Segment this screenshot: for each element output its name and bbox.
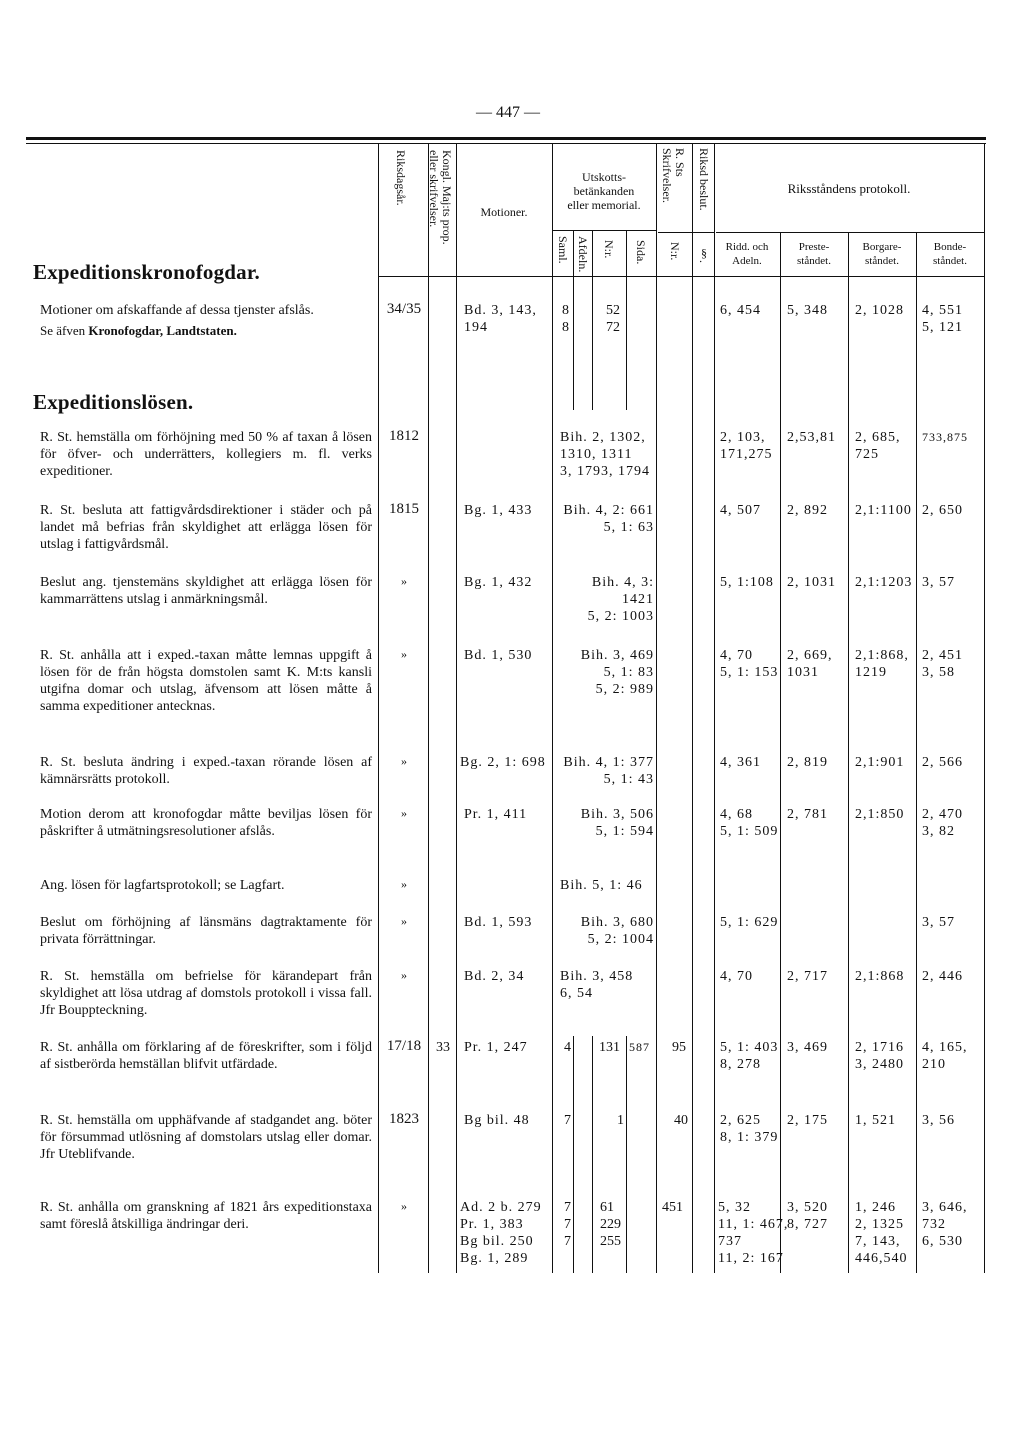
- entry-borgare: 2, 1028: [855, 303, 904, 318]
- entry-description: R. St. besluta att fattigvårdsdirektioner i städer och på landet må befrias från skyldighet att erlägga lösen för utslag i fattigvårdsmål.: [40, 503, 372, 552]
- col-rule: [378, 143, 379, 1273]
- entry-utskott: Bih. 3, 506 5, 1: 594: [580, 807, 654, 839]
- entry-year: 1815: [389, 501, 419, 517]
- entry-ridd: 4, 361: [720, 755, 761, 770]
- entry-preste: 2, 175: [787, 1113, 828, 1128]
- col-rule: [692, 143, 693, 1273]
- top-rule: [26, 137, 986, 140]
- entry-year: 17/18: [386, 1038, 422, 1054]
- entry-year: »: [401, 806, 407, 820]
- col-rule: [984, 143, 985, 1273]
- entry-utskott: Bih. 2, 1302, 1310, 1311 3, 1793, 1794: [560, 430, 650, 479]
- header-borgare: Borgare- ståndet.: [862, 241, 902, 267]
- entry-description: Beslut om förhöjning af länsmäns dagtraktamente för privata förrättningar.: [40, 915, 372, 947]
- col-rule: [428, 143, 429, 1273]
- entry-motion: Pr. 1, 247: [464, 1040, 528, 1055]
- col-rule: [916, 232, 917, 1273]
- col-rule: [552, 143, 553, 1273]
- col-rule: [573, 1036, 574, 1273]
- entry-utskott: Bih. 4, 3: 1421 5, 2: 1003: [587, 575, 654, 624]
- entry-description: R. St. hemställa om upphäfvande af stadgandet ang. böter för försummad utlösning af domstolars utslag eller domar. Jfr Uteblifvande.: [40, 1113, 372, 1162]
- col-rule: [592, 230, 593, 410]
- entry-motion: Bg. 1, 433: [464, 503, 533, 518]
- col-rule: [626, 230, 627, 410]
- header-mid-rule-prot: [716, 232, 985, 233]
- entry-borgare: 2,1:1100: [855, 503, 912, 518]
- entry-motion: Bg bil. 48: [464, 1113, 530, 1128]
- entry-preste: 2, 1031: [787, 575, 836, 590]
- header-riksd-beslut: Riksd beslut.: [697, 148, 711, 211]
- entry-bonde: 3, 646, 732 6, 530: [922, 1200, 968, 1249]
- header-riksd-sym: §.: [697, 246, 711, 263]
- entry-year: »: [401, 1199, 407, 1213]
- entry-borgare: 2,1:1203: [855, 575, 913, 590]
- entry-year: »: [401, 647, 407, 661]
- entry-nr: 61 229 255: [600, 1200, 621, 1249]
- header-riksdagsar: Riksdagsår.: [394, 150, 408, 206]
- entry-year: »: [401, 968, 407, 982]
- entry-description: R. St. besluta ändring i exped.-taxan rörande lösen af kämnärsrätts protokoll.: [40, 755, 372, 787]
- entry-utskott: Bih. 5, 1: 46: [560, 878, 643, 893]
- entry-borgare: 2,1:868: [855, 969, 905, 984]
- entry-saml: 7 7 7: [564, 1200, 571, 1249]
- header-protokoll: Riksståndens protokoll.: [787, 181, 911, 196]
- entry-bonde: 2, 650: [922, 503, 963, 518]
- entry-description: Beslut ang. tjenstemäns skyldighet att erlägga lösen för kammarrättens utslag i anmärkningsmål.: [40, 575, 372, 607]
- entry-description: Motioner om afskaffande af dessa tjenster afslås.: [40, 303, 314, 318]
- entry-motion: Bd. 1, 530: [464, 648, 533, 663]
- page-number: — 447 —: [476, 104, 540, 121]
- entry-rsts-nr: 40: [674, 1113, 688, 1128]
- col-rule: [456, 143, 457, 1273]
- col-rule: [592, 1036, 593, 1273]
- entry-preste: 2,53,81: [787, 430, 836, 445]
- header-sida: Sida.: [634, 240, 648, 265]
- entry-motion: Bg. 2, 1: 698: [460, 755, 546, 770]
- entry-rsts-nr: 95: [672, 1040, 686, 1055]
- header-saml: Saml.: [556, 236, 570, 264]
- entry-bonde: 3, 57: [922, 575, 955, 590]
- entry-description: R. St. anhålla om granskning af 1821 års expeditionstaxa samt föreslå åtskilliga ändringar deri.: [40, 1200, 372, 1232]
- entry-preste: 3, 520 8, 727: [787, 1200, 828, 1232]
- section-title: Expeditionskronofogdar.: [33, 260, 260, 284]
- entry-borgare: 2, 1716 3, 2480: [855, 1040, 904, 1072]
- col-rule: [573, 230, 574, 410]
- entry-ridd: 4, 68 5, 1: 509: [720, 807, 779, 839]
- col-rule: [714, 143, 715, 1273]
- entry-bonde: 2, 451 3, 58: [922, 648, 963, 680]
- entry-nr: 131: [599, 1040, 620, 1055]
- entry-preste: 5, 348: [787, 303, 828, 318]
- entry-year: »: [401, 754, 407, 768]
- entry-ridd: 6, 454: [720, 303, 761, 318]
- header-mid-rule-rsts: [658, 232, 714, 233]
- entry-description: R. St. anhålla att i exped.-taxan måtte lemnas uppgift å lösen för de från högsta domstolen samt K. M:ts kansli utgifna domar och utslag, äfvensom att lösen måtte å samma expeditioner antecknas.: [40, 648, 372, 714]
- entry-saml: 4: [564, 1040, 571, 1055]
- entry-ridd: 5, 1: 403 8, 278: [720, 1040, 779, 1072]
- entry-motion: Ad. 2 b. 279 Pr. 1, 383 Bg bil. 250 Bg. 1, 289: [460, 1200, 542, 1266]
- entry-motion: Bd. 3, 143, 194: [464, 303, 537, 335]
- header-rsts: R. Sts Skrifvelser.: [660, 148, 687, 203]
- entry-preste: 2, 717: [787, 969, 828, 984]
- header-kongl-prop: Kongl. Maj:ts prop. eller skrifvelser.: [427, 150, 454, 245]
- entry-bonde: 2, 446: [922, 969, 963, 984]
- entry-ridd: 4, 70: [720, 969, 753, 984]
- entry-utskott: Bih. 4, 2: 661 5, 1: 63: [563, 503, 654, 535]
- entry-year: »: [401, 877, 407, 891]
- entry-preste: 2, 781: [787, 807, 828, 822]
- header-bonde: Bonde- ståndet.: [933, 241, 967, 267]
- header-bottom-rule: [378, 276, 985, 277]
- entry-ridd: 2, 103, 171,275: [720, 430, 773, 462]
- entry-bonde: 3, 56: [922, 1113, 955, 1128]
- entry-ridd: 4, 70 5, 1: 153: [720, 648, 779, 680]
- header-nr: N:r.: [602, 240, 616, 259]
- entry-description: R. St. hemställa om förhöjning med 50 % af taxan å lösen för öfver- och underrätters, kollegiers m. fl. verks expeditioner.: [40, 430, 372, 479]
- entry-motion: Bd. 2, 34: [464, 969, 525, 984]
- entry-year: 1823: [389, 1111, 419, 1127]
- entry-borgare: 2, 685, 725: [855, 430, 901, 462]
- entry-ridd: 2, 625 8, 1: 379: [720, 1113, 779, 1145]
- entry-motion: Bd. 1, 593: [464, 915, 533, 930]
- entry-year: 34/35: [386, 301, 422, 317]
- col-rule: [626, 1036, 627, 1273]
- entry-preste: 2, 892: [787, 503, 828, 518]
- entry-description: R. St. anhålla om förklaring af de föreskrifter, som i följd af sistberörda hemställan blifvit utfärdade.: [40, 1040, 372, 1072]
- entry-ridd: 5, 1: 629: [720, 915, 779, 930]
- entry-ridd: 5, 32 11, 1: 467, 737 11, 2: 167: [718, 1200, 789, 1266]
- entry-preste: 2, 669, 1031: [787, 648, 833, 680]
- entry-utskott: Bih. 3, 680 5, 2: 1004: [580, 915, 654, 947]
- entry-motion: Pr. 1, 411: [464, 807, 528, 822]
- entry-prop: 33: [436, 1040, 450, 1055]
- entry-description: Motion derom att kronofogdar måtte beviljas lösen för påskrifter å utmätningsresolutioner afslås.: [40, 807, 372, 839]
- section-title: Expeditionslösen.: [33, 390, 194, 414]
- col-rule: [780, 232, 781, 1273]
- entry-ridd: 5, 1:108: [720, 575, 774, 590]
- entry-borgare: 1, 521: [855, 1113, 896, 1128]
- entry-description: Ang. lösen för lagfartsprotokoll; se Lagfart.: [40, 878, 285, 893]
- header-utskotts: Utskotts- betänkanden eller memorial.: [567, 170, 641, 212]
- entry-preste: 3, 469: [787, 1040, 828, 1055]
- entry-utskott: Bih. 3, 469 5, 1: 83 5, 2: 989: [580, 648, 654, 697]
- entry-borgare: 2,1:850: [855, 807, 905, 822]
- entry-year: »: [401, 574, 407, 588]
- entry-year: »: [401, 914, 407, 928]
- entry-sida: 587: [629, 1040, 650, 1054]
- header-ridd: Ridd. och Adeln.: [725, 241, 769, 267]
- header-motioner: Motioner.: [480, 205, 528, 219]
- entry-borgare: 2,1:901: [855, 755, 905, 770]
- entry-bonde: 4, 165, 210: [922, 1040, 968, 1072]
- col-rule: [848, 232, 849, 1273]
- header-preste: Preste- ståndet.: [797, 241, 831, 267]
- entry-saml: 8 8: [562, 303, 569, 335]
- entry-utskott: Bih. 3, 458 6, 54: [560, 969, 634, 1001]
- see-also: Se äfven Kronofogdar, Landtstaten.: [40, 323, 237, 338]
- entry-preste: 2, 819: [787, 755, 828, 770]
- entry-nr: 1: [617, 1113, 624, 1128]
- entry-description: R. St. hemställa om befrielse för kärandepart från skyldighet att lösa utdrag af domstols protokoll i vissa fall. Jfr Bouppteckning.: [40, 969, 372, 1018]
- header-afdeln: Afdeln.: [576, 236, 590, 273]
- entry-bonde: 2, 566: [922, 755, 963, 770]
- header-mid-rule-utsk: [552, 230, 656, 231]
- entry-year: 1812: [389, 428, 419, 444]
- entry-saml: 7: [564, 1113, 571, 1128]
- entry-nr: 52 72: [606, 303, 620, 335]
- top-rule-thin: [26, 143, 986, 144]
- entry-motion: Bg. 1, 432: [464, 575, 533, 590]
- entry-bonde: 2, 470 3, 82: [922, 807, 963, 839]
- entry-utskott: Bih. 4, 1: 377 5, 1: 43: [563, 755, 654, 787]
- entry-rsts-nr: 451: [662, 1200, 683, 1215]
- entry-ridd: 4, 507: [720, 503, 761, 518]
- entry-bonde: 733,875: [922, 430, 968, 444]
- entry-bonde: 3, 57: [922, 915, 955, 930]
- entry-borgare: 2,1:868, 1219: [855, 648, 909, 680]
- col-rule: [656, 143, 657, 1273]
- header-rsts-nr: N:r.: [668, 242, 682, 261]
- entry-borgare: 1, 246 2, 1325 7, 143, 446,540: [855, 1200, 908, 1266]
- entry-bonde: 4, 551 5, 121: [922, 303, 963, 335]
